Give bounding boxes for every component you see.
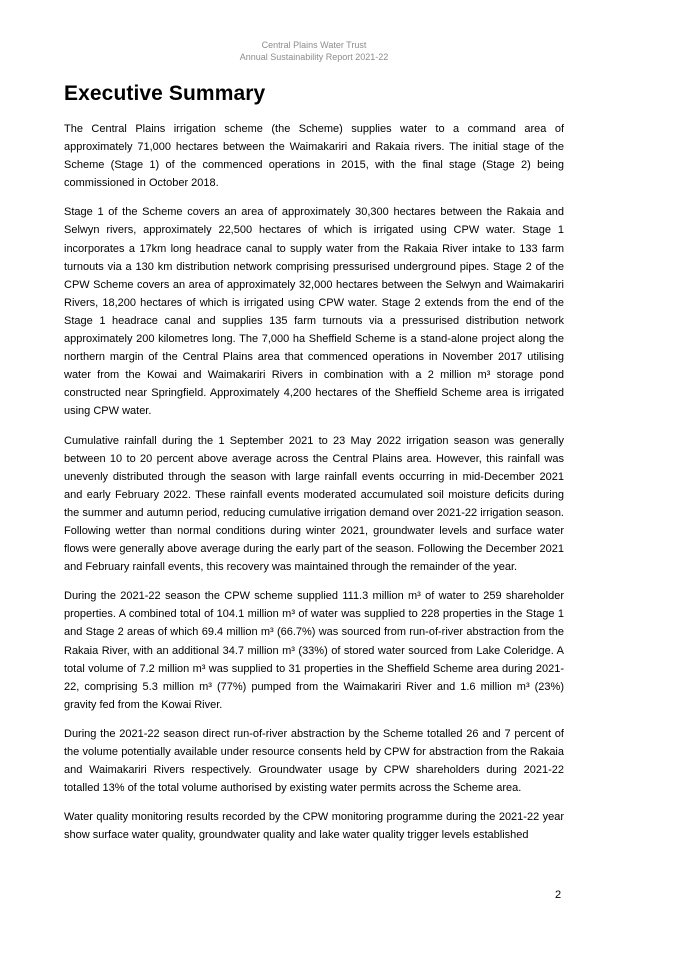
running-header (0, 40, 628, 63)
paragraph-scheme-stages: Stage 1 of the Scheme covers an area of approximately 30,300 hectares between the Rakaia and Selwyn rivers, approximately 22,500 hectares of which is irrigated using CPW water. Stage 1 incorporates a 17km long headrace canal to supply water from the Rakaia River intake to 133 farm turnouts via a 130 km distribution network comprising pressurised underground pipes. Stage 2 of the CPW Scheme covers an area of approximately 32,000 hectares between the Selwyn and Waimakariri Rivers, 18,200 hectares of which is irrigated using CPW water. Stage 2 extends from the end of the Stage 1 headrace canal and supplies 135 farm turnouts via a pressurised distribution network approximately 200 kilometres long. The 7,000 ha Sheffield Scheme is a stand-alone project along the northern margin of the Central Plains area that commenced operations in November 2017 utilising water from the Kowai and Waimakariri Rivers in combination with a 2 million m³ storage pond constructed near Springfield. Approximately 4,200 hectares of the Sheffield Scheme area is irrigated using CPW water. (64, 206, 564, 418)
body-text (64, 120, 564, 855)
page-title: Executive Summary (64, 82, 266, 105)
header-report-title: Annual Sustainability Report 2021-22 (239, 51, 389, 62)
paragraph-abstraction: During the 2021-22 season direct run-of-river abstraction by the Scheme totalled 26 and 7 percent of the volume potentially available under resource consents held by CPW for abstraction from the Rakaia and Waimakariri Rivers respectively. Groundwater usage by CPW shareholders during 2021-22 totalled 13% of the total volume authorised by existing water permits across the Scheme area. (64, 727, 564, 795)
paragraph-rainfall: Cumulative rainfall during the 1 September 2021 to 23 May 2022 irrigation season was generally between 10 to 20 percent above average across the Central Plains area. However, this rainfall was unevenly distributed through the season with large rainfall events occurring in mid-December 2021 and early February 2022. These rainfall events moderated accumulated soil moisture deficits during the summer and autumn period, reducing cumulative irrigation demand over 2021-22 irrigation season. Following wetter than normal conditions during winter 2021, groundwater levels and surface water flows were generally above average during the early part of the season. Following the December 2021 and February rainfall events, this recovery was maintained through the remainder of the year. (64, 434, 564, 574)
paragraph-water-supplied: During the 2021-22 season the CPW scheme supplied 111.3 million m³ of water to 259 shareholder properties. A combined total of 104.1 million m³ of water was supplied to 228 properties in the Stage 1 and Stage 2 areas of which 69.4 million m³ (66.7%) was sourced from run-of-river abstraction from the Rakaia River, with an additional 34.7 million m³ (33%) of stored water sourced from Lake Coleridge. A total volume of 7.2 million m³ was supplied to 31 properties in the Sheffield Scheme area during 2021-22, comprising 5.3 million m³ (77%) pumped from the Waimakariri River and 1.6 million m³ (23%) gravity fed from the Kowai River. (64, 590, 564, 711)
header-organisation: Central Plains Water Trust (261, 40, 367, 50)
paragraph-scheme-overview: The Central Plains irrigation scheme (the Scheme) supplies water to a command area of approximately 71,000 hectares between the Waimakariri and Rakaia rivers. The initial stage of the Scheme (Stage 1) of the commenced operations in 2015, with the final stage (Stage 2) being commissioned in October 2018. (64, 123, 564, 190)
paragraph-water-quality: Water quality monitoring results recorded by the CPW monitoring programme during the 2021-22 year show surface water quality, groundwater quality and lake water quality trigger levels established (64, 811, 564, 842)
page-number: 2 (555, 889, 562, 901)
